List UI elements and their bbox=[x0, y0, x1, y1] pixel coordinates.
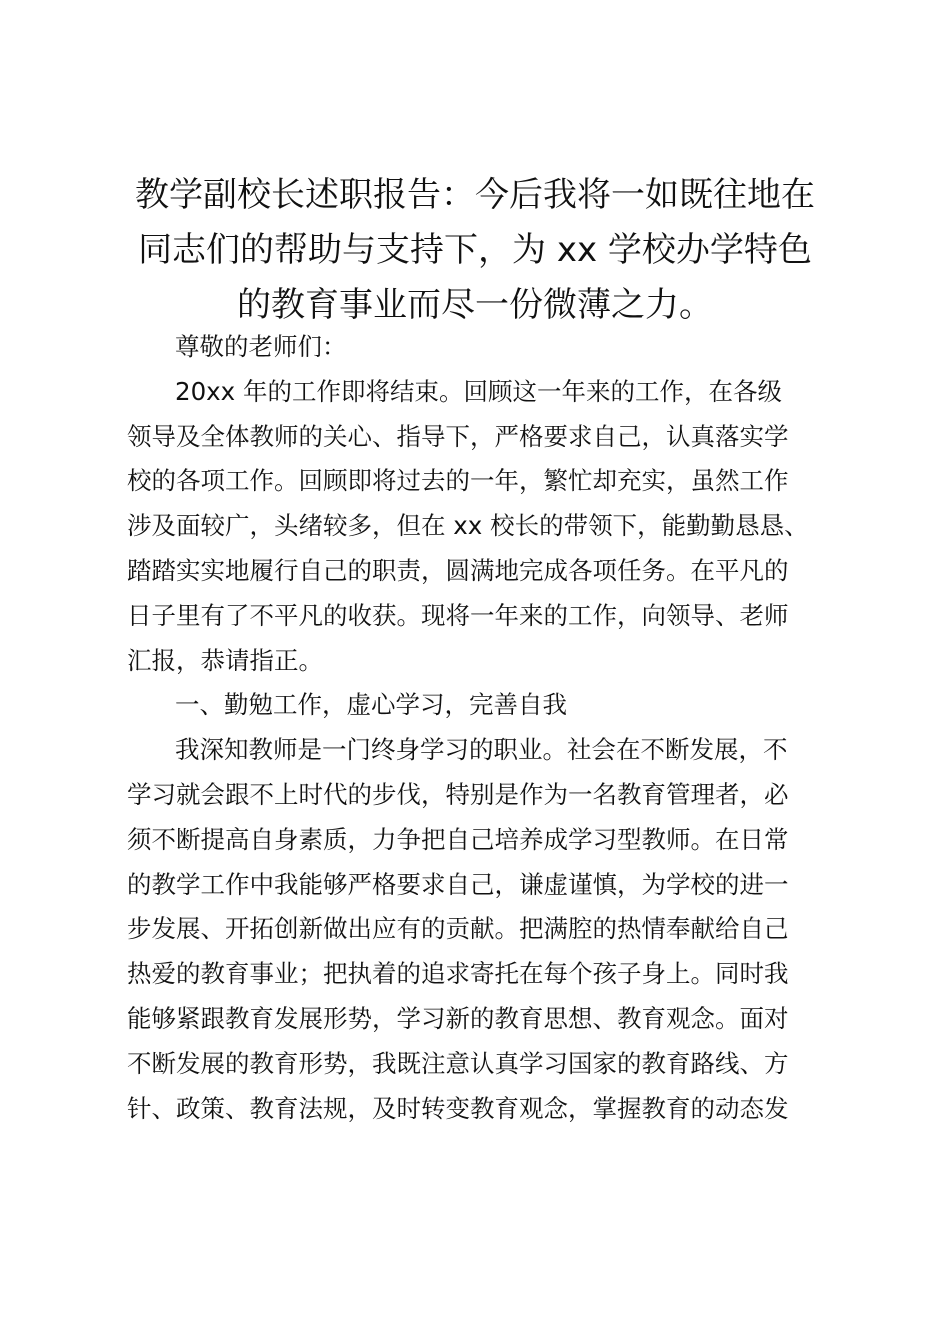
paragraph-line: 日子里有了不平凡的收获。现将一年来的工作，向领导、老师 bbox=[127, 600, 789, 630]
paragraph-line: 热爱的教育事业；把执着的追求寄托在每个孩子身上。同时我 bbox=[127, 959, 789, 989]
paragraph-line: 我深知教师是一门终身学习的职业。社会在不断发展，不 bbox=[175, 735, 788, 765]
paragraph-line: 踏踏实实地履行自己的职责，圆满地完成各项任务。在平凡的 bbox=[127, 555, 789, 585]
paragraph-line: 学习就会跟不上时代的步伐，特别是作为一名教育管理者，必 bbox=[127, 779, 789, 809]
paragraph-line: 须不断提高自身素质，力争把自己培养成学习型教师。在日常 bbox=[127, 824, 789, 854]
paragraph-line: 涉及面较广，头绪较多，但在 xx 校长的带领下，能勤勤恳恳、 bbox=[127, 511, 809, 541]
paragraph-line: 步发展、开拓创新做出应有的贡献。把满腔的热情奉献给自己 bbox=[127, 914, 789, 944]
paragraph-line: 的教学工作中我能够严格要求自己，谦虚谨慎，为学校的进一 bbox=[127, 869, 789, 899]
paragraph-line: 校的各项工作。回顾即将过去的一年，繁忙却充实，虽然工作 bbox=[127, 466, 789, 496]
document-body bbox=[127, 325, 833, 1131]
paragraph-line: 不断发展的教育形势，我既注意认真学习国家的教育路线、方 bbox=[127, 1048, 789, 1078]
paragraph-line: 针、政策、教育法规，及时转变教育观念，掌握教育的动态发 bbox=[127, 1093, 789, 1123]
title-line: 教学副校长述职报告：今后我将一如既往地在 bbox=[135, 175, 815, 215]
document-title bbox=[120, 168, 830, 333]
paragraph-line: 20xx 年的工作即将结束。回顾这一年来的工作，在各级 bbox=[175, 376, 782, 406]
title-line: 同志们的帮助与支持下，为 xx 学校办学特色 bbox=[138, 230, 812, 270]
title-line: 的教育事业而尽一份微薄之力。 bbox=[237, 285, 713, 325]
paragraph-line: 领导及全体教师的关心、指导下，严格要求自己，认真落实学 bbox=[127, 421, 789, 451]
paragraph-line: 汇报，恭请指正。 bbox=[127, 645, 323, 675]
section-heading: 一、勤勉工作，虚心学习，完善自我 bbox=[175, 690, 567, 720]
salutation: 尊敬的老师们： bbox=[175, 332, 347, 361]
paragraph-line: 能够紧跟教育发展形势，学习新的教育思想、教育观念。面对 bbox=[127, 1003, 789, 1033]
